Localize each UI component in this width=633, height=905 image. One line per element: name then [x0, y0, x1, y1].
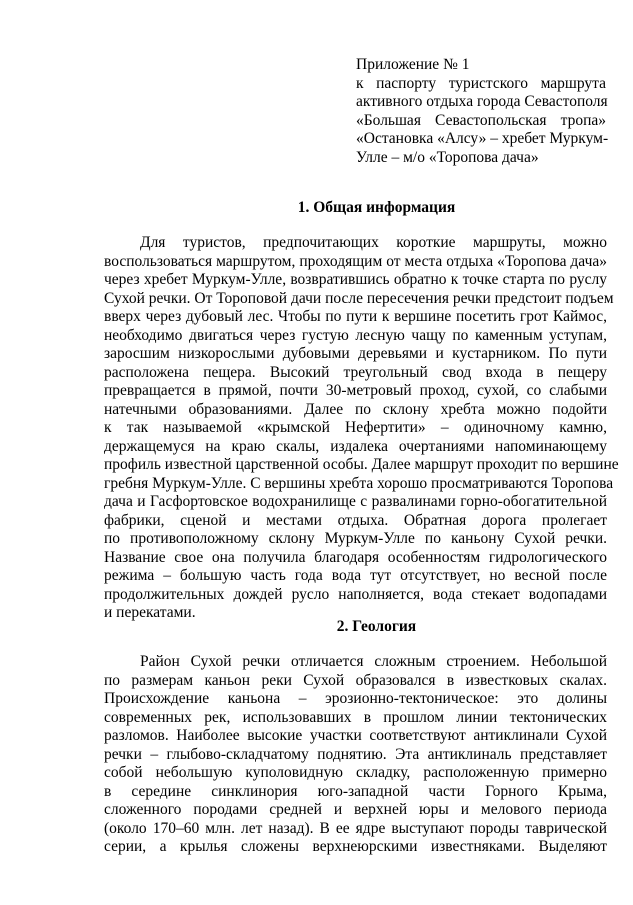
- text-line: и перекатами.: [104, 604, 196, 621]
- appendix-line: «Остановка «Алсу» – хребет Муркум-: [356, 130, 609, 148]
- text-line: к так называемой «крымской Нефертити» – одиночному камню,: [104, 419, 607, 436]
- text-line: Район Сухой речки отличается сложным строением. Небольшой: [140, 653, 607, 670]
- text-line: Название свое она получила благодаря особенностям гидрологического: [104, 548, 607, 566]
- text-line: продолжительных дождей русло наполняется, вода стекает водопадами: [104, 585, 607, 603]
- text-line: в середине синклинория юго-западной части Горного Крыма,: [104, 782, 607, 800]
- text-line: современных рек, использовавших в прошлом линии тектонических: [104, 708, 607, 726]
- text-line: вверх через дубовый лес. Чтобы по пути к вершине посетить грот Каймос,: [104, 308, 607, 325]
- text-line: (около 170–60 млн. лет назад). В ее ядре выступают породы таврической: [104, 819, 607, 837]
- section-geology-text: [104, 653, 607, 857]
- text-line: речки – глыбово-складчатому поднятию. Эта антиклиналь представляет: [104, 745, 607, 763]
- appendix-line: к паспорту туристского маршрута: [356, 74, 606, 92]
- appendix-line: «Большая Севастопольская тропа»: [356, 111, 606, 129]
- section-heading-general-info: 1. Общая информация: [297, 199, 456, 216]
- text-line: профиль известной царственной особы. Далее маршрут проходит по вершине: [104, 456, 619, 473]
- text-line: держащемуся на краю скалы, издалека очертаниями напоминающему: [104, 437, 607, 455]
- text-line: расположена пещера. Высокий треугольный свод входа в пещеру: [104, 363, 607, 381]
- section-heading-geology: 2. Геология: [336, 618, 417, 635]
- text-line: серии, а крылья сложены верхнеюрскими известняками. Выделяют: [104, 838, 607, 855]
- text-line: собой небольшую куполовидную складку, расположенную примерно: [104, 764, 607, 781]
- text-line: превращается в прямой, почти 30-метровый проход, сухой, со слабыми: [104, 382, 607, 399]
- text-line: разломов. Наиболее высокие участки соответствуют антиклинали Сухой: [104, 727, 607, 744]
- text-line: по противоположному склону Муркум-Улле по каньону Сухой речки.: [104, 530, 607, 547]
- appendix-line: Приложение № 1: [356, 56, 470, 73]
- section-general-info-text: [104, 234, 619, 623]
- text-line: фабрики, сценой и местами отдыха. Обратная дорога пролегает: [104, 511, 607, 529]
- text-line: Сухой речки. От Тороповой дачи после пересечения речки предстоит подъем: [104, 289, 614, 307]
- appendix-note: [356, 56, 609, 168]
- appendix-line: Улле – м/о «Торопова дача»: [356, 148, 539, 166]
- text-line: заросшим низкорослыми дубовыми деревьями и кустарником. По пути: [104, 345, 607, 362]
- text-line: Для туристов, предпочитающих короткие маршруты, можно: [140, 234, 607, 251]
- text-line: воспользоваться маршрутом, проходящим от места отдыха «Торопова дача»: [104, 252, 607, 270]
- text-line: по размерам каньон реки Сухой образовался в известковых скалах.: [104, 671, 607, 689]
- appendix-line: активного отдыха города Севастополя: [356, 93, 608, 111]
- text-line: гребня Муркум-Улле. С вершины хребта хорошо просматриваются Торопова: [104, 474, 614, 492]
- text-line: режима – большую часть года вода тут отсутствует, но весной после: [104, 567, 607, 584]
- text-line: дача и Гасфортовское водохранилище с развалинами горно-обогатительной: [104, 493, 607, 510]
- text-line: через хребет Муркум-Улле, возвратившись обратно к точке старта по руслу: [104, 271, 607, 288]
- text-line: натечными образованиями. Далее по склону хребта можно подойти: [104, 400, 607, 418]
- text-line: сложенного породами средней и верхней юры и мелового периода: [104, 801, 607, 818]
- text-line: Происхождение каньона – эрозионно-тектоническое: это долины: [104, 690, 607, 707]
- text-line: необходимо двигаться через густую лесную чащу по каменным уступам,: [104, 326, 607, 344]
